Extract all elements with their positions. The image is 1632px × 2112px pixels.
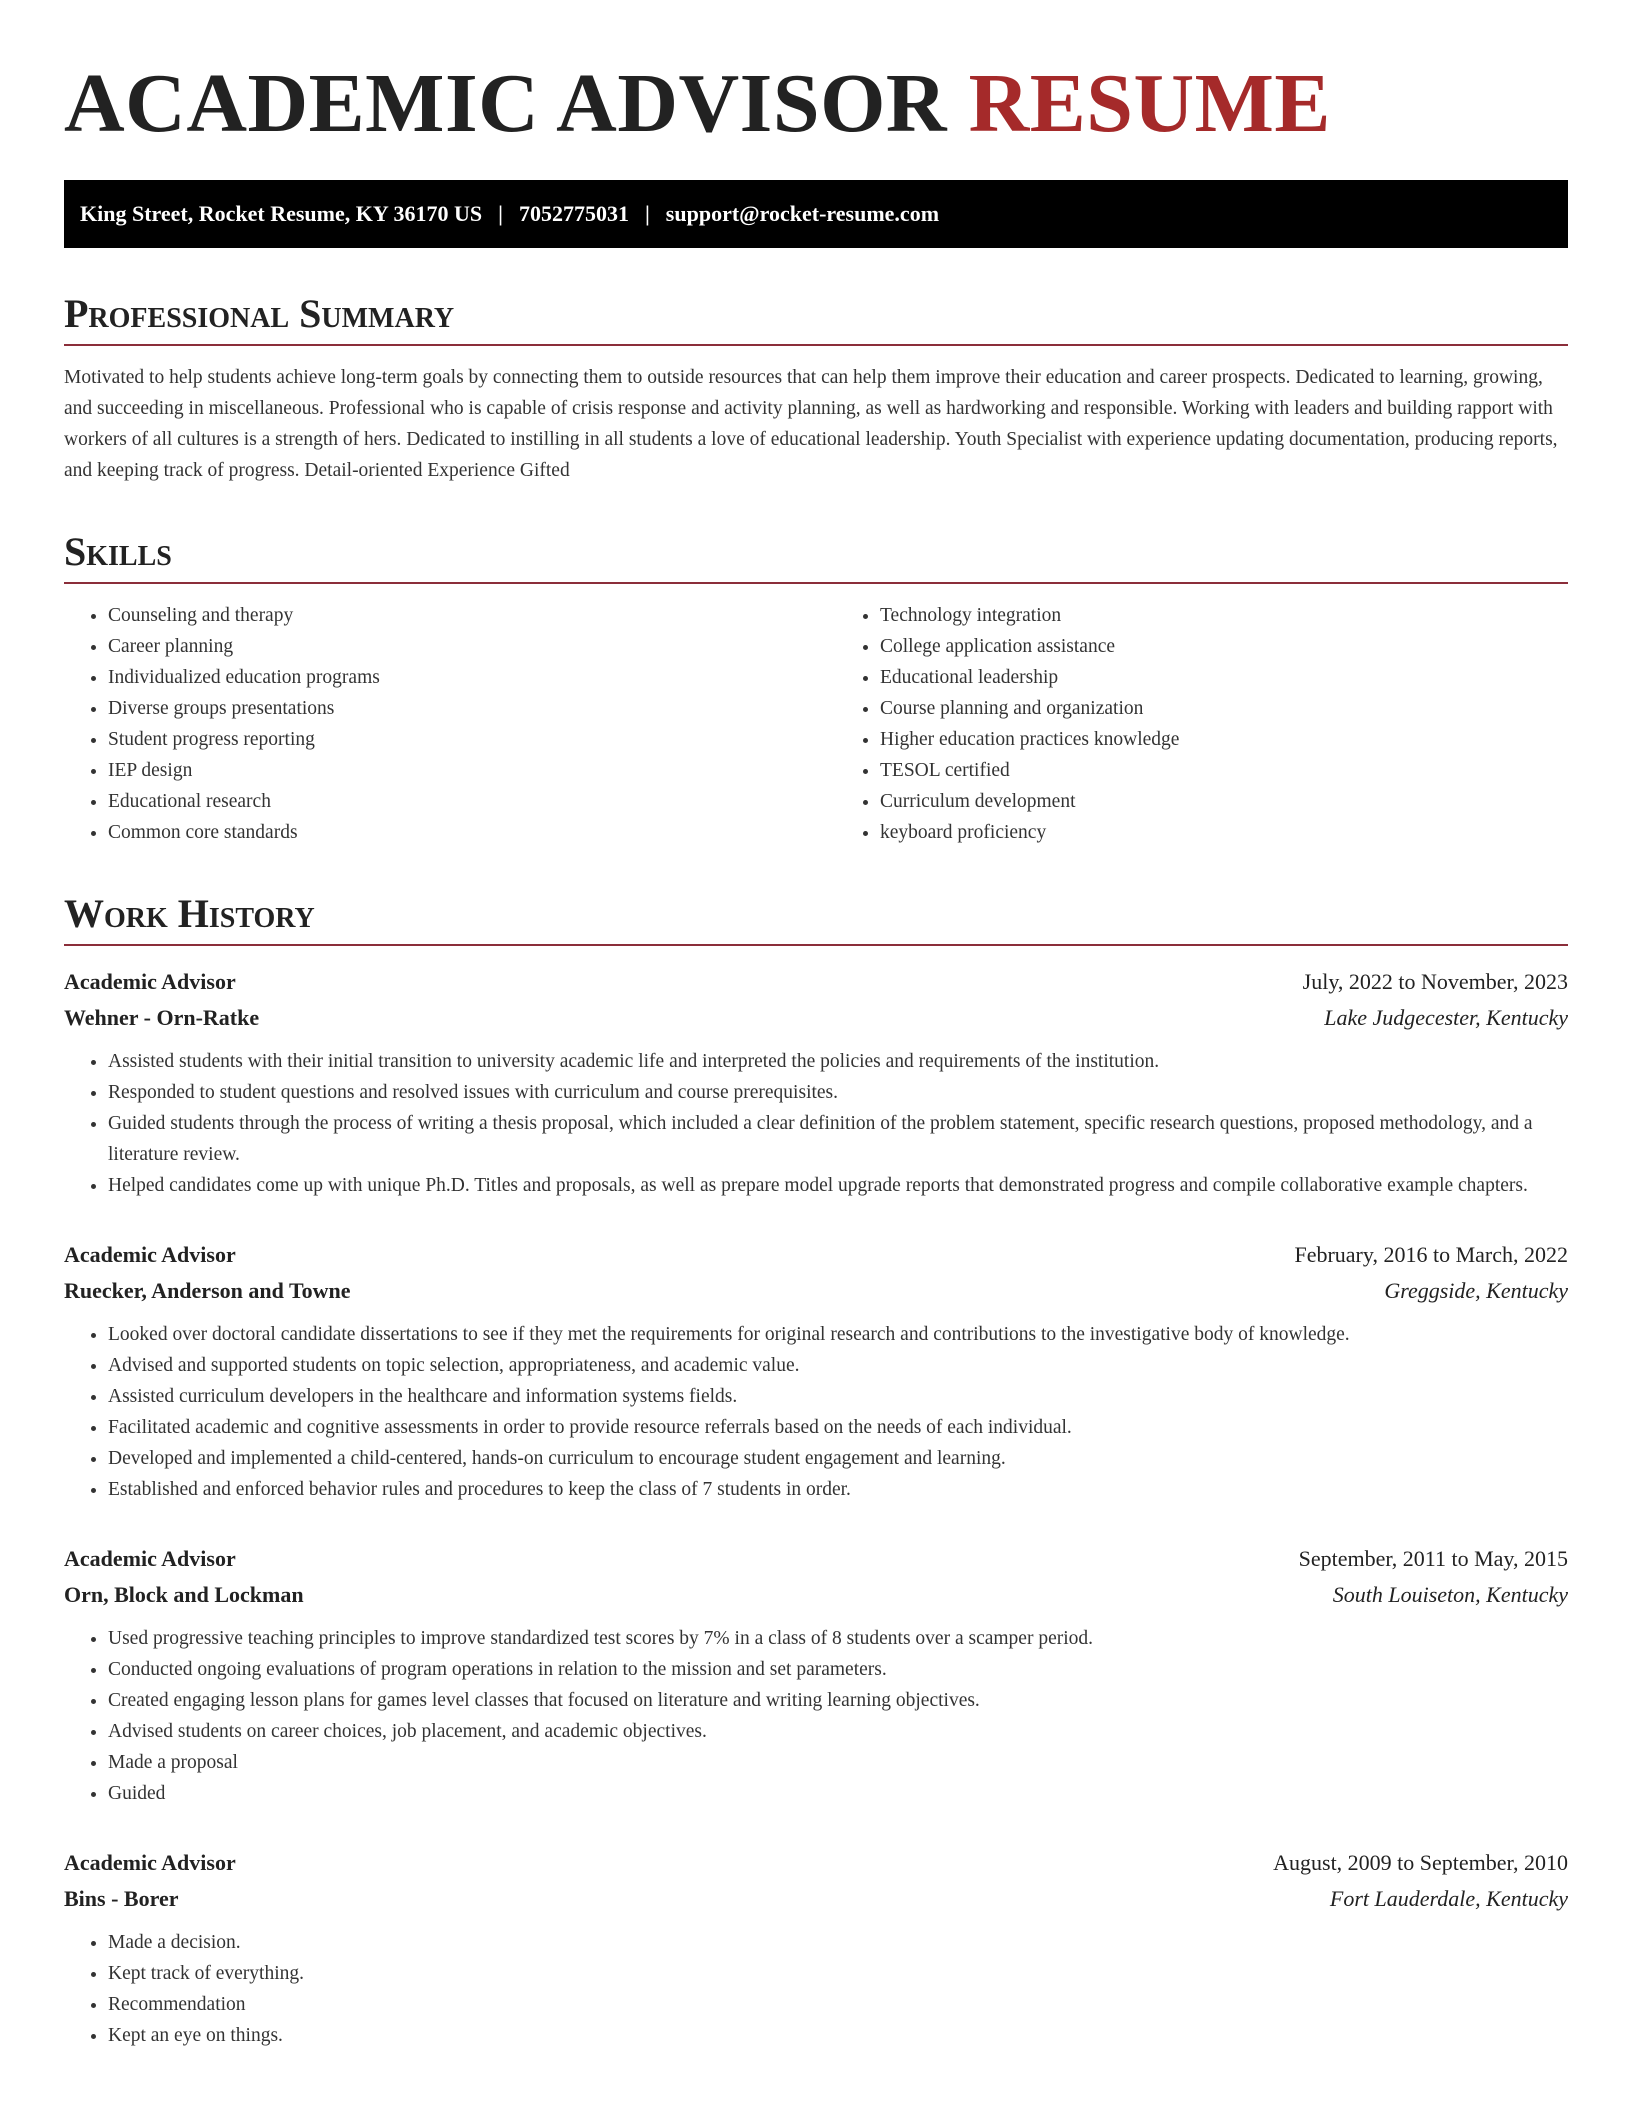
- work-history-heading: Work History: [64, 890, 1568, 946]
- contact-email[interactable]: support@rocket-resume.com: [665, 201, 940, 226]
- skill-item: • Student progress reporting: [108, 724, 796, 755]
- job-bullet: • Guided: [108, 1778, 1568, 1809]
- job-bullet: • Kept track of everything.: [108, 1958, 1568, 1989]
- job-title: Academic Advisor: [64, 1242, 236, 1267]
- job-location: Greggside, Kentucky: [1384, 1278, 1568, 1303]
- skill-item: • Technology integration: [880, 600, 1568, 631]
- job-bullet: • Assisted students with their initial transition to university academic life and interpreted the policies and requirements of the institution.: [108, 1046, 1568, 1077]
- job-bullets: [64, 1046, 1568, 1201]
- resume-title: [64, 56, 1568, 152]
- skill-item: • Educational leadership: [880, 662, 1568, 693]
- skill-item: • Counseling and therapy: [108, 600, 796, 631]
- job-entry: [64, 1541, 1568, 1809]
- job-entry: [64, 964, 1568, 1201]
- skill-item: • TESOL certified: [880, 755, 1568, 786]
- job-dates: February, 2016 to March, 2022: [1294, 1242, 1568, 1267]
- job-bullet: • Developed and implemented a child-centered, hands-on curriculum to encourage student engagement and learning.: [108, 1443, 1568, 1474]
- job-header-row: [64, 964, 1568, 1000]
- job-dates: September, 2011 to May, 2015: [1298, 1546, 1568, 1571]
- contact-separator: |: [498, 201, 503, 226]
- title-accent: RESUME: [968, 57, 1331, 150]
- job-title: Academic Advisor: [64, 1850, 236, 1875]
- job-company: Wehner - Orn-Ratke: [64, 1005, 260, 1030]
- job-bullets: [64, 1623, 1568, 1809]
- job-entry: [64, 1845, 1568, 2051]
- job-bullet: • Created engaging lesson plans for games level classes that focused on literature and writing learning objectives.: [108, 1685, 1568, 1716]
- job-location: Lake Judgecester, Kentucky: [1324, 1005, 1568, 1030]
- job-subheader-row: [64, 1273, 1568, 1309]
- title-main: ACADEMIC ADVISOR: [64, 57, 948, 150]
- job-company: Ruecker, Anderson and Towne: [64, 1278, 351, 1303]
- job-header-row: [64, 1541, 1568, 1577]
- skill-item: • Career planning: [108, 631, 796, 662]
- job-bullet: • Guided students through the process of writing a thesis proposal, which included a clear definition of the problem statement, specific research questions, proposed methodology, and a literature review.: [108, 1108, 1568, 1170]
- contact-bar: [64, 180, 1568, 248]
- skill-item: • College application assistance: [880, 631, 1568, 662]
- skills-column-right: [836, 600, 1568, 848]
- job-bullet: • Made a decision.: [108, 1927, 1568, 1958]
- summary-text: Motivated to help students achieve long-term goals by connecting them to outside resources that can help them improve their education and career prospects. Dedicated to learning, growing, and succeeding in miscellaneous. Professional who is capable of crisis response and activity planning, as well as hardworking and responsible. Working with leaders and building rapport with workers of all cultures is a strength of hers. Dedicated to instilling in all students a love of educational leadership. Youth Specialist with experience updating documentation, producing reports, and keeping track of progress. Detail-oriented Experience Gifted: [64, 367, 1558, 481]
- skill-item: • Educational research: [108, 786, 796, 817]
- job-bullet: • Responded to student questions and resolved issues with curriculum and course prerequisites.: [108, 1077, 1568, 1108]
- job-bullet: • Used progressive teaching principles to improve standardized test scores by 7% in a class of 8 students over a scamper period.: [108, 1623, 1568, 1654]
- job-bullet: • Advised and supported students on topic selection, appropriateness, and academic value.: [108, 1350, 1568, 1381]
- contact-address: King Street, Rocket Resume, KY 36170 US: [80, 201, 483, 226]
- job-bullets: [64, 1319, 1568, 1505]
- job-bullet: • Recommendation: [108, 1989, 1568, 2020]
- skills-column-left: [64, 600, 796, 848]
- skill-item: • keyboard proficiency: [880, 817, 1568, 848]
- skills-list: [64, 600, 1568, 848]
- contact-separator: |: [644, 201, 650, 226]
- job-header-row: [64, 1845, 1568, 1881]
- skill-item: • Higher education practices knowledge: [880, 724, 1568, 755]
- job-company: Bins - Borer: [64, 1886, 179, 1911]
- job-bullet: • Advised students on career choices, job placement, and academic objectives.: [108, 1716, 1568, 1747]
- job-bullet: • Facilitated academic and cognitive assessments in order to provide resource referrals based on the needs of each individual.: [108, 1412, 1568, 1443]
- skill-item: • Diverse groups presentations: [108, 693, 796, 724]
- job-bullet: • Conducted ongoing evaluations of program operations in relation to the mission and set parameters.: [108, 1654, 1568, 1685]
- job-subheader-row: [64, 1577, 1568, 1613]
- job-bullet: • Looked over doctoral candidate dissertations to see if they met the requirements for original research and contributions to the investigative body of knowledge.: [108, 1319, 1568, 1350]
- job-location: South Louiseton, Kentucky: [1332, 1582, 1568, 1607]
- job-bullet: • Helped candidates come up with unique Ph.D. Titles and proposals, as well as prepare model upgrade reports that demonstrated progress and compile collaborative example chapters.: [108, 1170, 1568, 1201]
- job-bullets: [64, 1927, 1568, 2051]
- job-bullet: • Established and enforced behavior rules and procedures to keep the class of 7 students in order.: [108, 1474, 1568, 1505]
- job-bullet: • Assisted curriculum developers in the healthcare and information systems fields.: [108, 1381, 1568, 1412]
- skill-item: • Individualized education programs: [108, 662, 796, 693]
- skill-item: • IEP design: [108, 755, 796, 786]
- job-entry: [64, 1237, 1568, 1505]
- job-header-row: [64, 1237, 1568, 1273]
- job-dates: August, 2009 to September, 2010: [1273, 1850, 1568, 1875]
- job-dates: July, 2022 to November, 2023: [1302, 969, 1568, 994]
- job-company: Orn, Block and Lockman: [64, 1582, 304, 1607]
- skills-heading: Skills: [64, 528, 1568, 584]
- job-bullet: • Made a proposal: [108, 1747, 1568, 1778]
- job-title: Academic Advisor: [64, 969, 236, 994]
- skill-item: • Common core standards: [108, 817, 796, 848]
- job-subheader-row: [64, 1000, 1568, 1036]
- contact-phone: 7052775031: [518, 201, 629, 226]
- skill-item: • Course planning and organization: [880, 693, 1568, 724]
- summary-heading: Professional Summary: [64, 290, 1568, 346]
- job-title: Academic Advisor: [64, 1546, 236, 1571]
- job-location: Fort Lauderdale, Kentucky: [1329, 1886, 1568, 1911]
- job-bullet: • Kept an eye on things.: [108, 2020, 1568, 2051]
- skill-item: • Curriculum development: [880, 786, 1568, 817]
- job-subheader-row: [64, 1881, 1568, 1917]
